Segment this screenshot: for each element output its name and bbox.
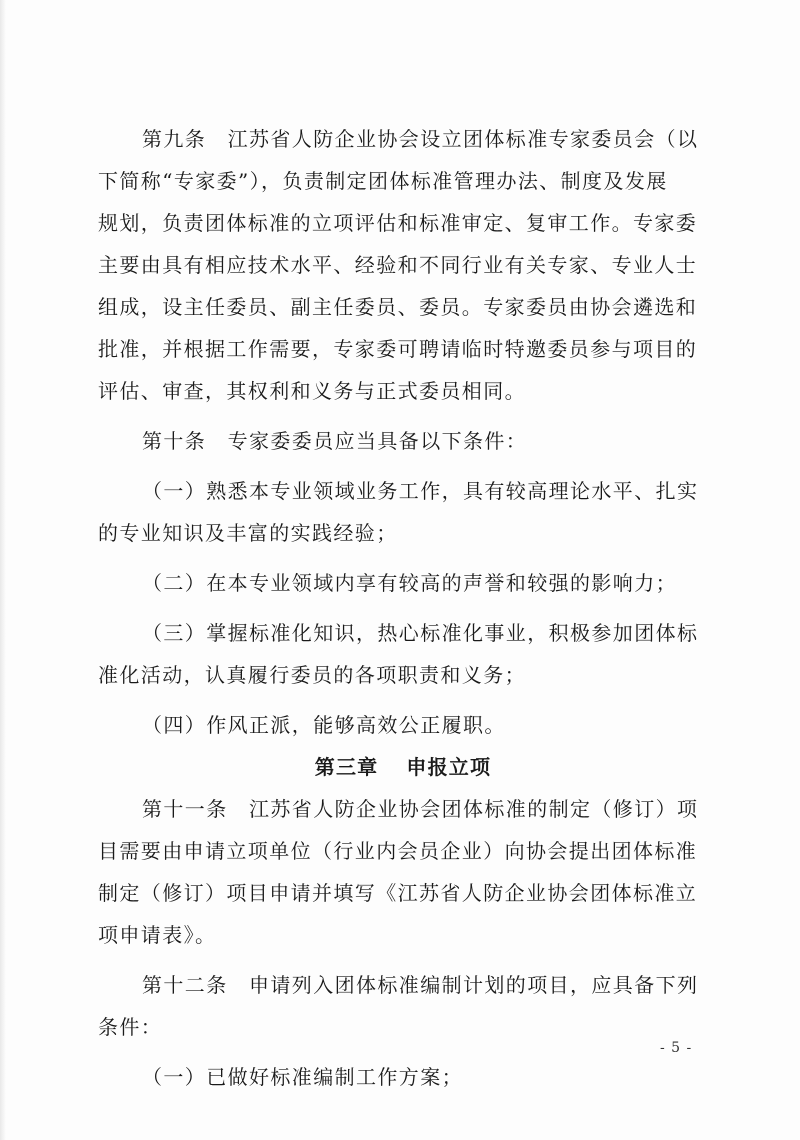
document-body bbox=[98, 118, 698, 1098]
chapter-heading bbox=[98, 746, 698, 788]
article-9-line-2: 下简称“专家委”），负责制定团体标准管理办法、制度及发展 bbox=[98, 169, 668, 193]
condition-1-line-2: 的专业知识及丰富的实践经验； bbox=[98, 521, 398, 545]
article-9-line-1: 第九条 江苏省人防企业协会设立团体标准专家委员会（以 bbox=[142, 127, 699, 151]
condition-1-line-1: （一）熟悉本专业领域业务工作，具有较高理论水平、扎实 bbox=[142, 479, 699, 503]
chapter-title: 申报立项 bbox=[406, 755, 492, 779]
condition-3-line-2: 准化活动，认真履行委员的各项职责和义务； bbox=[98, 663, 526, 687]
page-edge-shadow bbox=[0, 0, 6, 1140]
article-11-line-1: 第十一条 江苏省人防企业协会团体标准的制定（修订）项 bbox=[142, 797, 699, 821]
article-9-line-3: 规划，负责团体标准的立项评估和标准审定、复审工作。专家委 bbox=[98, 211, 698, 235]
condition-3-line-1: （三）掌握标准化知识，热心标准化事业，积极参加团体标 bbox=[142, 621, 699, 645]
article-11-line-3: 制定（修订）项目申请并填写《江苏省人防企业协会团体标准立 bbox=[98, 881, 698, 905]
page-number: - 5 - bbox=[660, 1040, 693, 1056]
article-12-line-2: 条件： bbox=[98, 1015, 163, 1039]
condition-2: （二）在本专业领域内享有较高的声誉和较强的影响力； bbox=[142, 571, 677, 595]
article-11-line-2: 目需要由申请立项单位（行业内会员企业）向协会提出团体标准 bbox=[98, 839, 698, 863]
article-11-line-4: 项申请表》。 bbox=[98, 923, 217, 947]
condition-4: （四）作风正派，能够高效公正履职。 bbox=[142, 713, 506, 737]
article-9-line-7: 评估、审查，其权利和义务与正式委员相同。 bbox=[98, 379, 526, 403]
article-9-line-6: 批准，并根据工作需要，专家委可聘请临时特邀委员参与项目的 bbox=[98, 337, 698, 361]
chapter-number: 第三章 bbox=[314, 755, 379, 779]
article-9-line-4: 主要由具有相应技术水平、经验和不同行业有关专家、专业人士 bbox=[98, 253, 698, 277]
article-12-item-1: （一）已做好标准编制工作方案； bbox=[142, 1065, 463, 1089]
article-12-line-1: 第十二条 申请列入团体标准编制计划的项目，应具备下列 bbox=[142, 973, 699, 997]
article-9-line-5: 组成，设主任委员、副主任委员、委员。专家委员由协会遴选和 bbox=[98, 295, 698, 319]
article-10: 第十条 专家委委员应当具备以下条件： bbox=[142, 429, 528, 453]
